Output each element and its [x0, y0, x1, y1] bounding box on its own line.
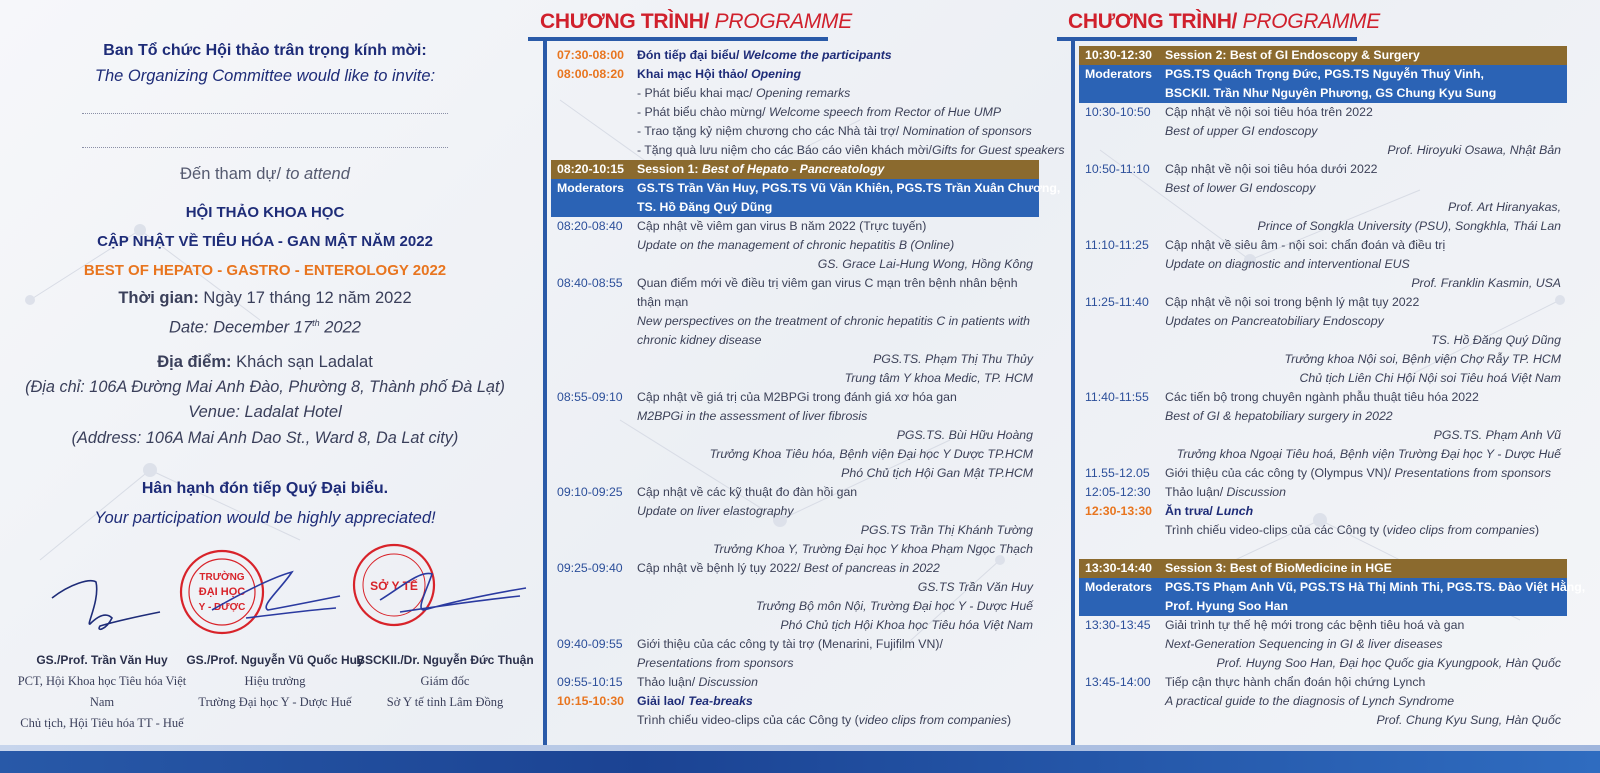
item-text: - Phát biểu khai mạc/ [637, 86, 756, 100]
programme-item [1079, 464, 1567, 483]
speaker-line [551, 255, 1039, 274]
speaker-text: Prof. Huyng Soo Han, Đại học Quốc gia Kyungpook, Hàn Quốc [1216, 656, 1561, 670]
programme-item [1079, 502, 1567, 521]
item-text-en: New perspectives on the treatment of chronic hepatitis C in patients with [637, 314, 1031, 328]
invite-heading-vi: Ban Tổ chức Hội thảo trân trọng kính mời: [103, 42, 427, 59]
programme-item [551, 103, 1039, 122]
event-title-1: HỘI THẢO KHOA HỌC [185, 204, 345, 221]
programme-item [1079, 236, 1567, 255]
programme-item [551, 673, 1039, 692]
item-text: Cập nhật về nội soi trong bệnh lý mật tụy 2022 [1165, 295, 1420, 309]
item-text: Cập nhật về bệnh lý tụy 2022/ [637, 561, 804, 575]
university-stamp-line-1: TRƯỜNG [199, 572, 245, 583]
guest-name-line-2 [82, 147, 448, 148]
welcome-en: Your participation would be highly appreciated! [94, 509, 436, 527]
signatory-title: PCT, Hội Khoa học Tiêu hóa Việt Nam [17, 674, 187, 709]
signatory-name: GS./Prof. Nguyễn Vũ Quốc Huy [186, 653, 364, 667]
speaker-text: GS.TS Trần Văn Huy [917, 580, 1033, 594]
item-text: Khai mạc Hội thảo/ [637, 67, 752, 81]
item-text-en: Next-Generation Sequencing in GI & liver diseases [1165, 637, 1443, 651]
programme-item [551, 407, 1039, 426]
programme-time: 12:05-12:30 [1085, 485, 1151, 499]
date-en-sup: th [312, 318, 320, 328]
programme-item [551, 331, 1039, 350]
speaker-line [1079, 274, 1567, 293]
item-text: Giải trình tự thế hệ mới trong các bệnh tiêu hoá và gan [1165, 618, 1465, 632]
signatory-title: Sở Y tế tỉnh Lâm Đồng [386, 695, 504, 709]
programme-item [551, 217, 1039, 236]
speaker-text: Trưởng Khoa Tiêu hóa, Bệnh viện Đại học Y Dược TP.HCM [709, 447, 1033, 461]
item-text: Session 3: Best of BioMedicine in HGE [1165, 561, 1392, 575]
date-en-text: Date: December 17 [169, 318, 313, 337]
item-text: Cập nhật về nội soi tiêu hóa trên 2022 [1165, 105, 1373, 119]
programme-time: 09:40-09:55 [557, 637, 623, 651]
programme-time: 10:30-12:30 [1085, 48, 1152, 62]
speaker-line [1079, 141, 1567, 160]
speaker-text: Trung tâm Y khoa Medic, TP. HCM [844, 371, 1033, 385]
event-title-2: CẬP NHẬT VỀ TIÊU HÓA - GAN MẬT NĂM 2022 [97, 233, 433, 250]
bottom-band [0, 751, 1600, 773]
signatory-name: BSCKII./Dr. Nguyễn Đức Thuận [356, 653, 534, 667]
item-text-en: Best of Hepato - Pancreatology [701, 162, 885, 176]
speaker-line [551, 426, 1039, 445]
speaker-text: TS. Hồ Đăng Quý Dũng [1431, 333, 1561, 347]
time-label: Thời gian: [118, 289, 199, 307]
item-text-en: Discussion [698, 675, 758, 689]
venue-value: Khách sạn Ladalat [231, 353, 373, 371]
programme-item [1079, 407, 1567, 426]
time-line [0, 289, 530, 308]
moderators-row [1079, 578, 1586, 616]
speaker-text: Prof. Franklin Kasmin, USA [1411, 276, 1561, 290]
item-text-en: Best of lower GI endoscopy [1165, 181, 1316, 195]
programme-time: 12:30-13:30 [1085, 504, 1152, 518]
item-text-en: Presentations from sponsors [1394, 466, 1552, 480]
programme-item [1079, 388, 1567, 407]
programme-item [551, 84, 1039, 103]
speaker-line [551, 445, 1039, 464]
programme-item [551, 141, 1065, 160]
title-rule-1 [528, 37, 828, 41]
speaker-line [551, 369, 1039, 388]
programme-title-2 [1068, 10, 1380, 34]
programme-time: 08:55-09:10 [557, 390, 623, 404]
speaker-line [1079, 331, 1567, 350]
programme-item [551, 46, 1039, 65]
programme-item [1079, 160, 1567, 179]
programme-item [551, 711, 1039, 730]
speaker-line [1079, 350, 1567, 369]
date-en-year: 2022 [319, 318, 361, 337]
speaker-line [1079, 217, 1567, 236]
item-text-en: Opening remarks [755, 86, 851, 100]
moderators-row [551, 179, 1061, 217]
programme-item [551, 388, 1039, 407]
speaker-text: Trưởng khoa Nội soi, Bệnh viện Chợ Rẫy TP. HCM [1284, 352, 1561, 366]
speaker-line [1079, 445, 1567, 464]
programme-column-2 [1079, 46, 1586, 730]
event-title-3: BEST OF HEPATO - GASTRO - ENTEROLOGY 2022 [83, 262, 447, 279]
programme-title-en: PROGRAMME [709, 10, 852, 33]
programme-item [1079, 122, 1567, 141]
item-text-en: video clips from companies [1386, 523, 1535, 537]
column-rule-2 [1071, 41, 1075, 751]
session-header [1079, 559, 1567, 578]
signatory-name: GS./Prof. Trần Văn Huy [36, 653, 168, 667]
invitation-panel [0, 0, 534, 751]
item-text: - Trao tặng kỷ niệm chương cho các Nhà tài trợ/ [637, 124, 903, 138]
signatory-title: Chủ tịch, Hội Tiêu hóa TT - Huế [20, 716, 184, 730]
programme-item [1079, 521, 1567, 540]
speaker-text: Trưởng Bộ môn Nội, Trường Đại học Y - Dược Huế [755, 599, 1033, 613]
programme-time: 09:55-10:15 [557, 675, 623, 689]
venue-line [0, 353, 530, 372]
programme-item [1079, 312, 1567, 331]
item-text-en: M2BPGi in the assessment of liver fibrosis [637, 409, 868, 423]
item-text-en: Best of pancreas in 2022 [803, 561, 940, 575]
signatory-title: Trường Đại học Y - Dược Huế [198, 695, 352, 709]
item-text-en: Best of GI & hepatobiliary surgery in 2022 [1165, 409, 1393, 423]
speaker-text: Phó Chủ tịch Hội Khoa học Tiêu hóa Việt Nam [780, 618, 1033, 632]
item-text-en: Update on the management of chronic hepatitis B (Online) [637, 238, 955, 252]
address-en: (Address: 106A Mai Anh Dao St., Ward 8, Da Lat city) [71, 429, 459, 447]
item-text: Giới thiệu của các công ty (Olympus VN)/ [1165, 466, 1395, 480]
speaker-text: Prof. Hiroyuki Osawa, Nhật Bản [1387, 143, 1561, 157]
moderator-names: PGS.TS Phạm Anh Vũ, PGS.TS Hà Thị Minh Thi, PGS.TS. Đào Việt Hằng, [1165, 580, 1586, 594]
item-text-en: Opening [751, 67, 801, 81]
item-text: Ăn trưa/ [1165, 504, 1217, 518]
speaker-text: Prof. Chung Kyu Sung, Hàn Quốc [1376, 713, 1561, 727]
programme-time: 08:40-08:55 [557, 276, 623, 290]
item-text: Thảo luận/ [637, 675, 699, 689]
programme-time: Moderators [557, 181, 624, 195]
programme-time: 13:45-14:00 [1085, 675, 1151, 689]
item-text-en: A practical guide to the diagnosis of Lynch Syndrome [1165, 694, 1455, 708]
item-text-en: Welcome the participants [742, 48, 892, 62]
signatory-1 [12, 650, 192, 734]
invite-heading-en: The Organizing Committee would like to invite: [94, 67, 436, 85]
programme-item [551, 122, 1039, 141]
item-text: Session 2: Best of GI Endoscopy & Surgery [1165, 48, 1420, 62]
item-text-en: Best of upper GI endoscopy [1165, 124, 1318, 138]
moderator-names: PGS.TS Quách Trọng Đức, PGS.TS Nguyễn Thuý Vinh, [1165, 67, 1484, 81]
programme-title-en: PROGRAMME [1237, 10, 1380, 33]
speaker-line [551, 540, 1039, 559]
speaker-text: Phó Chủ tịch Hội Gan Mật TP.HCM [841, 466, 1033, 480]
item-text-en: Lunch [1216, 504, 1254, 518]
item-text-en: chronic kidney disease [637, 333, 762, 347]
speaker-text: Prof. Art Hiranyakas, [1448, 200, 1561, 214]
programme-time: 13:30-13:45 [1085, 618, 1151, 632]
programme-column-1 [551, 46, 1065, 730]
programme-item [1079, 692, 1567, 711]
item-text: Quan điểm mới về điều trị viêm gan virus C mạn trên bệnh nhân bệnh [637, 276, 1018, 290]
item-text: - Phát biểu chào mừng/ [637, 105, 769, 119]
item-text: Cập nhật về các kỹ thuật đo đàn hồi gan [637, 485, 858, 499]
session-header [1079, 46, 1567, 65]
moderator-names: Prof. Hyung Soo Han [1165, 599, 1288, 613]
guest-name-line [82, 113, 448, 114]
speaker-text: Trưởng Khoa Y, Trường Đại học Y khoa Phạm Ngọc Thạch [712, 542, 1033, 556]
item-text: Các tiến bộ trong chuyên ngành phẫu thuật tiêu hóa 2022 [1165, 390, 1479, 404]
speaker-text: GS. Grace Lai-Hung Wong, Hồng Kông [817, 257, 1033, 271]
signatory-title: Hiệu trưởng [244, 674, 306, 688]
programme-time: 11:10-11:25 [1085, 238, 1149, 252]
speaker-line [551, 597, 1039, 616]
signatures-stamps [0, 540, 530, 650]
programme-title-1 [540, 10, 852, 34]
item-text-en: Nomination of sponsors [902, 124, 1032, 138]
speaker-line [1079, 369, 1567, 388]
programme-item [1079, 616, 1567, 635]
programme-time: 08:00-08:20 [557, 67, 624, 81]
speaker-text: Trưởng khoa Ngoại Tiêu hoá, Bệnh viện Trường Đại học Y - Dược Huế [1176, 447, 1561, 461]
speaker-line [1079, 711, 1567, 730]
health-stamp-text: SỞ Y TẾ [370, 579, 418, 593]
speaker-line [551, 578, 1039, 597]
attend-vi: Đến tham dự/ [180, 165, 282, 183]
attend-line [0, 165, 530, 184]
item-text: Cập nhật về siêu âm - nội soi: chẩn đoán và điều trị [1165, 238, 1446, 252]
speaker-line [1079, 198, 1567, 217]
item-text-en: Update on diagnostic and interventional EUS [1165, 257, 1410, 271]
moderator-names: GS.TS Trần Văn Huy, PGS.TS Vũ Văn Khiên, PGS.TS Trần Xuân Chương, [637, 181, 1061, 195]
attend-en: to attend [281, 165, 350, 183]
programme-time: 11.55-12.05 [1085, 466, 1150, 480]
programme-item [1079, 255, 1567, 274]
item-text: Cập nhật về viêm gan virus B năm 2022 (Trực tuyến) [637, 219, 927, 233]
session-header [551, 160, 1039, 179]
moderator-names: BSCKII. Trần Như Nguyên Phương, GS Chung Kyu Sung [1165, 86, 1497, 100]
programme-item [1079, 179, 1567, 198]
programme-item [551, 312, 1039, 331]
health-department-stamp [354, 545, 434, 625]
programme-time: 11:40-11:55 [1085, 390, 1149, 404]
programme-item [1079, 103, 1567, 122]
item-text: Giới thiệu của các công ty tài trợ (Menarini, Fujifilm VN)/ [637, 637, 943, 651]
signatory-3 [355, 650, 535, 713]
programme-item [1079, 483, 1567, 502]
address-vi: (Địa chỉ: 106A Đường Mai Anh Đào, Phường 8, Thành phố Đà Lạt) [25, 378, 505, 396]
welcome-vi: Hân hạnh đón tiếp Quý Đại biểu. [141, 480, 389, 497]
signatory-title: Giám đốc [420, 674, 470, 688]
item-text: thận mạn [637, 295, 689, 309]
programme-item [1079, 635, 1567, 654]
item-text: Trình chiếu video-clips của các Công ty ( [1165, 523, 1387, 537]
programme-time: 10:30-10:50 [1085, 105, 1151, 119]
item-text: Đón tiếp đại biểu/ [637, 48, 743, 62]
speaker-text: PGS.TS Trần Thị Khánh Tường [860, 523, 1033, 537]
programme-time: 11:25-11:40 [1085, 295, 1149, 309]
speaker-line [1079, 426, 1567, 445]
item-text-en: Updates on Pancreatobiliary Endoscopy [1165, 314, 1384, 328]
programme-time: 10:50-11:10 [1085, 162, 1150, 176]
programme-item [551, 293, 1039, 312]
university-stamp-line-3: Y - DƯỢC [198, 602, 246, 613]
venue-en: Venue: Ladalat Hotel [188, 403, 342, 421]
speaker-text: Chủ tịch Liên Chi Hội Nội soi Tiêu hoá Việt Nam [1299, 371, 1561, 385]
item-text-en: Gifts for Guest speakers [931, 143, 1065, 157]
programme-item [551, 692, 1039, 711]
speaker-line [551, 521, 1039, 540]
speaker-line [551, 616, 1039, 635]
programme-time: 13:30-14:40 [1085, 561, 1152, 575]
date-en [0, 318, 530, 338]
item-text-en: Discussion [1226, 485, 1286, 499]
signature-1 [52, 581, 160, 629]
programme-item [551, 274, 1039, 293]
item-text: Tiếp cận thực hành chẩn đoán hội chứng Lynch [1165, 675, 1426, 689]
moderator-names: TS. Hồ Đăng Quý Dũng [637, 200, 773, 214]
item-text: Thảo luận/ [1165, 485, 1227, 499]
item-text-en: video clips from companies [858, 713, 1007, 727]
item-text: Giải lao/ [637, 694, 689, 708]
programme-title-vi: CHƯƠNG TRÌNH/ [1068, 10, 1238, 33]
programme-item [551, 483, 1039, 502]
programme-item [1079, 293, 1567, 312]
item-text-after: ) [1006, 713, 1012, 727]
speaker-line [551, 350, 1039, 369]
column-rule-1 [543, 41, 547, 751]
speaker-line [551, 464, 1039, 483]
programme-title-vi: CHƯƠNG TRÌNH/ [540, 10, 710, 33]
item-text-after: ) [1534, 523, 1540, 537]
time-value: Ngày 17 tháng 12 năm 2022 [198, 289, 412, 307]
programme-time: Moderators [1085, 580, 1152, 594]
university-stamp [181, 551, 263, 633]
spacer [1079, 540, 1567, 559]
programme-time: 07:30-08:00 [557, 48, 624, 62]
speaker-line [1079, 654, 1567, 673]
programme-time: Moderators [1085, 67, 1152, 81]
venue-label: Địa điểm: [157, 353, 232, 371]
item-text: Trình chiếu video-clips của các Công ty ( [637, 713, 859, 727]
programme-item [551, 559, 1039, 578]
speaker-text: Prince of Songkla University (PSU), Songkhla, Thái Lan [1257, 219, 1561, 233]
programme-item [1079, 673, 1567, 692]
item-text: Cập nhật về giá trị của M2BPGi trong đánh giá xơ hóa gan [637, 390, 957, 404]
speaker-text: PGS.TS. Phạm Thị Thu Thủy [873, 352, 1033, 366]
item-text: Cập nhật về nội soi tiêu hóa dưới 2022 [1165, 162, 1378, 176]
programme-time: 10:15-10:30 [557, 694, 624, 708]
moderators-row [1079, 65, 1567, 103]
item-text-en: Update on liver elastography [637, 504, 794, 518]
speaker-text: PGS.TS. Phạm Anh Vũ [1433, 428, 1561, 442]
speaker-text: PGS.TS. Bùi Hữu Hoàng [896, 428, 1033, 442]
item-text: - Tặng quà lưu niệm cho các Báo cáo viên khách mời/ [637, 143, 932, 157]
programme-time: 09:10-09:25 [557, 485, 623, 499]
programme-item [551, 654, 1039, 673]
programme-time: 08:20-08:40 [557, 219, 623, 233]
programme-time: 09:25-09:40 [557, 561, 623, 575]
item-text-en: Presentations from sponsors [637, 656, 794, 670]
programme-item [551, 635, 1039, 654]
item-text: Session 1: [637, 162, 702, 176]
item-text-en: Tea-breaks [688, 694, 753, 708]
programme-item [551, 502, 1039, 521]
university-stamp-line-2: ĐẠI HỌC [198, 586, 246, 598]
title-rule-2 [1057, 37, 1357, 41]
programme-item [551, 236, 1039, 255]
programme-time: 08:20-10:15 [557, 162, 624, 176]
signatories [0, 650, 534, 730]
item-text-en: Welcome speech from Rector of Hue UMP [768, 105, 1002, 119]
programme-item [551, 65, 1039, 84]
signatory-2 [185, 650, 365, 713]
